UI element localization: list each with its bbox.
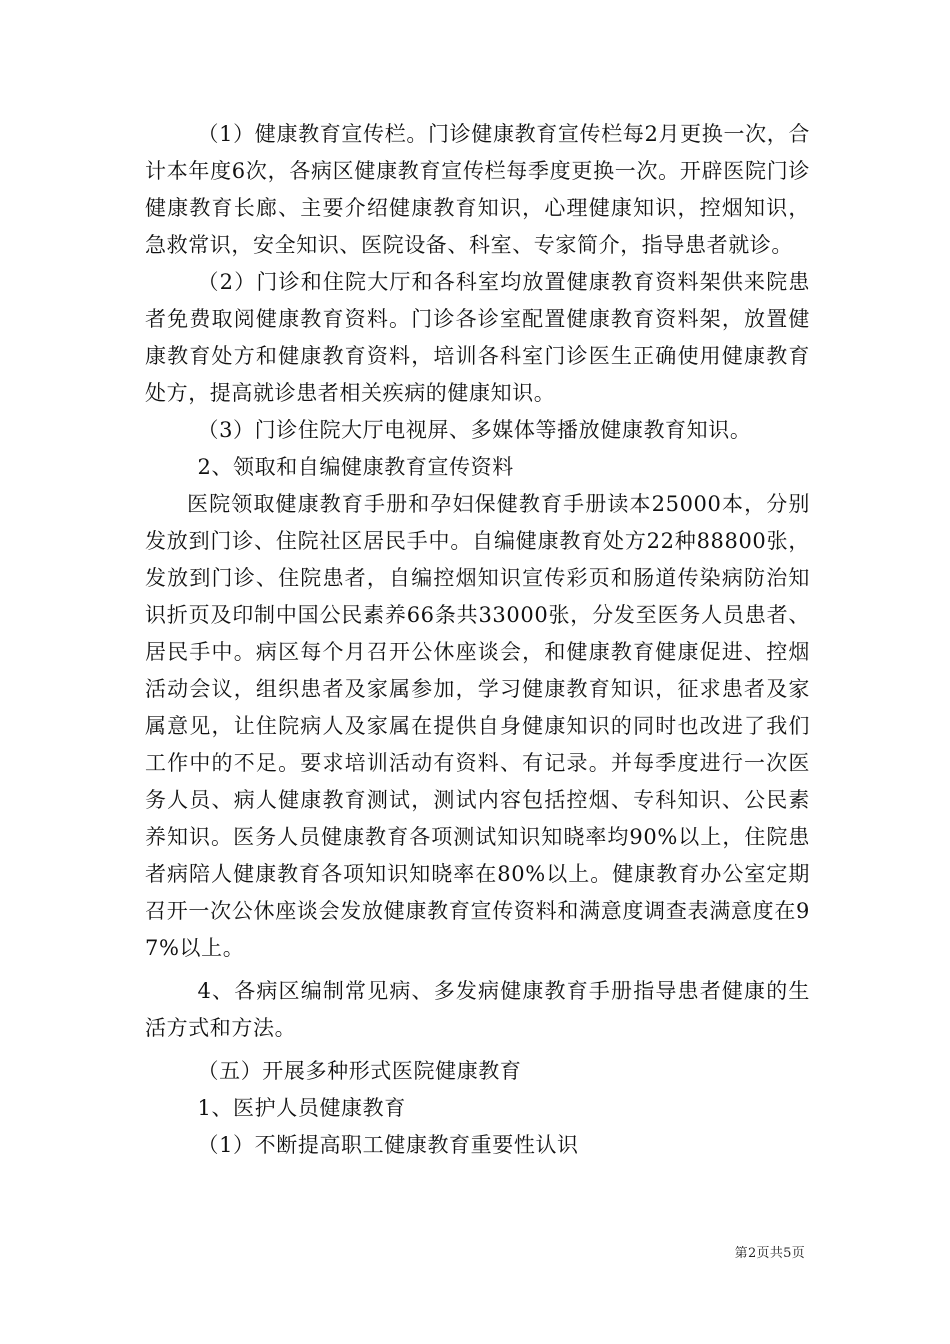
paragraph-tv-multimedia: （3）门诊住院大厅电视屏、多媒体等播放健康教育知识。 bbox=[197, 418, 752, 442]
paragraph-material-racks: （2）门诊和住院大厅和各科室均放置健康教育资料架供来院患者免费取阅健康教育资料。门诊各诊室配置健康教育资料架，放置健康教育处方和健康教育资料，培训各科室门诊医生正确使用健康教育处方，提高就诊患者相关疾病的健康知识。 bbox=[145, 270, 810, 405]
document-body bbox=[145, 116, 810, 1164]
page-number-footer: 第2页共5页 bbox=[734, 1246, 805, 1261]
paragraph-bulletin-board: （1）健康教育宣传栏。门诊健康教育宣传栏每2月更换一次，合计本年度6次，各病区健康教育宣传栏每季度更换一次。开辟医院门诊健康教育长廊、主要介绍健康教育知识，心理健康知识，控烟知识，急救常识，安全知识、医院设备、科室、专家简介，指导患者就诊。 bbox=[145, 122, 810, 257]
heading-staff-education: 1、医护人员健康教育 bbox=[197, 1096, 406, 1120]
heading-self-compiled-materials: 2、领取和自编健康教育宣传资料 bbox=[197, 455, 514, 479]
heading-section-five: （五）开展多种形式医院健康教育 bbox=[197, 1059, 522, 1083]
paragraph-materials-distribution: 医院领取健康教育手册和孕妇保健教育手册读本25000本，分别发放到门诊、住院社区居民手中。自编健康教育处方22种88800张，发放到门诊、住院患者，自编控烟知识宣传彩页和肠道传染病防治知识折页及印制中国公民素养66条共33000张，分发至医务人员患者、居民手中。病区每个月召开公休座谈会，和健康教育健康促进、控烟活动会议，组织患者及家属参加，学习健康教育知识，征求患者及家属意见，让住院病人及家属在提供自身健康知识的同时也改进了我们工作中的不足。要求培训活动有资料、有记录。并每季度进行一次医务人员、病人健康教育测试，测试内容包括控烟、专科知识、公民素养知识。医务人员健康教育各项测试知识知晓率均90%以上，住院患者病陪人健康教育各项知识知晓率在80%以上。健康教育办公室定期召开一次公休座谈会发放健康教育宣传资料和满意度调查表满意度在97%以上。 bbox=[145, 492, 810, 960]
heading-awareness: （1）不断提高职工健康教育重要性认识 bbox=[197, 1133, 579, 1157]
paragraph-ward-handbooks: 4、各病区编制常见病、多发病健康教育手册指导患者健康的生活方式和方法。 bbox=[145, 979, 810, 1040]
